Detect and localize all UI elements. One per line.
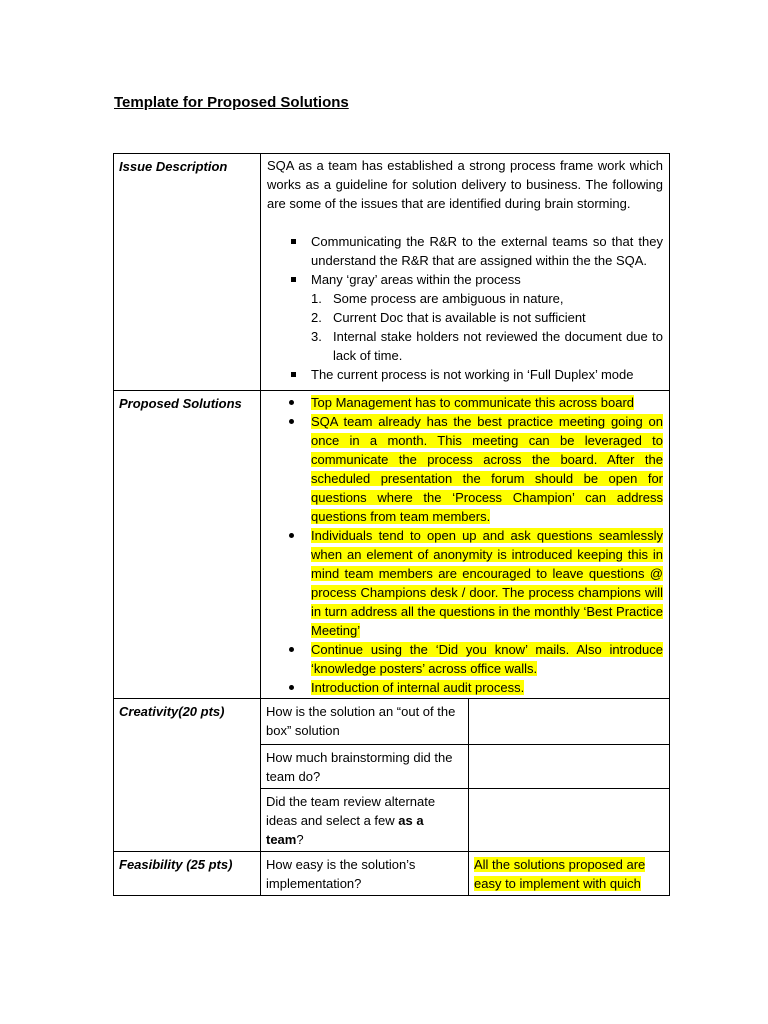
list-item xyxy=(311,412,663,526)
issue-row xyxy=(114,154,670,391)
list-item-text: Current Doc that is available is not sufficient xyxy=(333,310,586,325)
list-item-text: Many ‘gray’ areas within the process xyxy=(311,272,521,287)
emphasis-text: team xyxy=(266,831,297,847)
list-item xyxy=(311,327,663,365)
item-number: 2. xyxy=(311,310,322,325)
criterion-question: How much brainstorming did the team do? xyxy=(261,744,469,788)
table-row xyxy=(261,788,669,851)
proposed-content xyxy=(261,391,670,699)
list-item xyxy=(311,289,663,308)
proposed-list xyxy=(267,393,663,697)
table-row xyxy=(261,744,669,788)
list-item: Communicating the R&R to the external teams so that they understand the R&R that are assigned within the the SQA. xyxy=(311,234,663,268)
creativity-subtable xyxy=(261,699,669,851)
list-item xyxy=(311,393,663,412)
criterion-answer xyxy=(469,744,670,788)
highlighted-text: SQA team already has the best practice meeting going on once in a month. This meeting can be leveraged to communicate the process across the board. After the scheduled presentation the forum should be open for questions where the ‘Process Champion’ can address questions from team members. xyxy=(311,414,663,524)
highlighted-text: Introduction of internal audit process. xyxy=(311,680,525,695)
creativity-criteria xyxy=(261,699,670,852)
list-item-text: Internal stake holders not reviewed the document due to lack of time. xyxy=(333,329,663,363)
list-item xyxy=(311,526,663,640)
issue-content xyxy=(261,154,670,391)
feasibility-subtable xyxy=(261,852,669,895)
list-item xyxy=(311,308,663,327)
issue-label: Issue Description xyxy=(114,154,261,391)
proposal-table xyxy=(113,153,670,896)
proposed-label: Proposed Solutions xyxy=(114,391,261,699)
highlighted-text: Continue using the ‘Did you know’ mails. Also introduce ‘knowledge posters’ across office walls. xyxy=(311,642,663,676)
creativity-label: Creativity(20 pts) xyxy=(114,699,261,852)
item-number: 1. xyxy=(311,291,322,306)
criterion-question: How is the solution an “out of the box” solution xyxy=(261,699,469,744)
creativity-row xyxy=(114,699,670,852)
issue-intro: SQA as a team has established a strong process frame work which works as a guideline for solution delivery to business. The following are some of the issues that are identified during brain storming. xyxy=(267,158,663,211)
issue-list xyxy=(267,232,663,384)
question-end: ? xyxy=(296,831,304,847)
item-number: 3. xyxy=(311,329,322,344)
list-item xyxy=(311,678,663,697)
issue-sublist xyxy=(311,289,663,365)
highlighted-text: Top Management has to communicate this across board xyxy=(311,395,635,410)
list-item xyxy=(311,270,663,365)
emphasis-text: as a xyxy=(398,812,424,828)
criterion-question xyxy=(261,788,469,851)
page-title: Template for Proposed Solutions xyxy=(114,94,349,111)
highlighted-text: All the solutions proposed are easy to implement with quich xyxy=(474,856,646,891)
feasibility-criteria xyxy=(261,851,670,895)
list-item-text: Some process are ambiguous in nature, xyxy=(333,291,564,306)
table-row xyxy=(261,699,669,744)
proposed-row xyxy=(114,391,670,699)
criterion-answer xyxy=(469,788,670,851)
list-item xyxy=(311,640,663,678)
criterion-answer xyxy=(469,852,670,895)
question-text: Did the team review alternate ideas and select a few xyxy=(266,793,436,828)
criterion-question: How easy is the solution’s implementation? xyxy=(261,852,469,895)
feasibility-row xyxy=(114,851,670,895)
highlighted-text: Individuals tend to open up and ask questions seamlessly when an element of anonymity is introduced keeping this in mind team members are encouraged to leave questions @ process Champions desk / door. The process champions will in turn address all the questions in the monthly ‘Best Practice Meeting’ xyxy=(311,528,663,638)
table-row xyxy=(261,852,669,895)
list-item: The current process is not working in ‘Full Duplex’ mode xyxy=(311,365,663,384)
criterion-answer xyxy=(469,699,670,744)
feasibility-label: Feasibility (25 pts) xyxy=(114,851,261,895)
